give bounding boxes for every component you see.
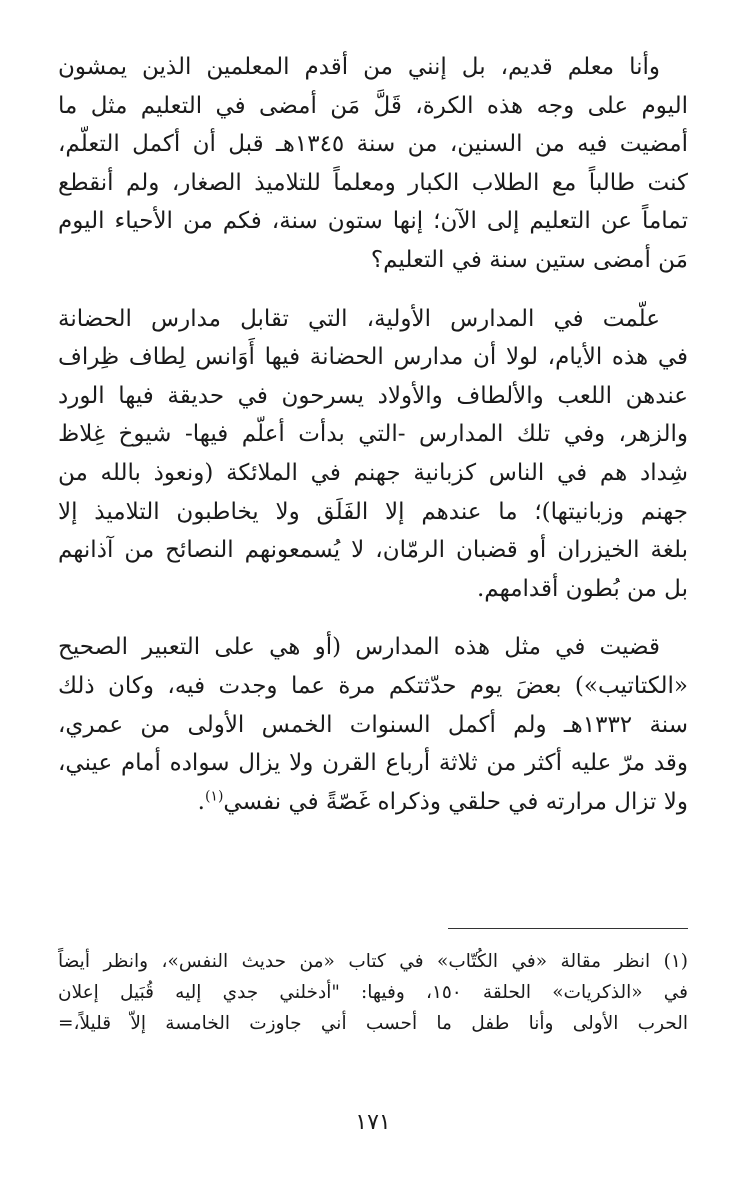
text-line: اليوم على وجه هذه الكرة، قَلَّ مَن أمضى في التعليم مثل ما [58,92,688,119]
text-line: تماماً عن التعليم إلى الآن؛ إنها ستون سنة، فكم من الأحياء اليوم [58,208,688,235]
text-line: جهنم وزبانيتها)؛ ما عندهم إلا الفَلَق ولا يخاطبون التلاميذ إلا [58,498,688,525]
book-page [58,48,688,1168]
text-line: والزهر، وفي تلك المدارس -التي بدأت أعلّم فيها- شيوخ غِلاظ [58,421,688,448]
paragraph-3 [58,628,688,821]
text-line-with-footnote [58,783,688,822]
footnote-separator [448,928,688,929]
text-line: «الكتاتيب») بعضَ يوم حدّثتكم مرة عما وجدت فيه، وكان ذلك [58,672,688,699]
footnote-block [58,946,688,1039]
text-line: في هذه الأيام، لولا أن مدارس الحضانة فيها أَوَانس لِطاف ظِراف [58,344,688,371]
footnote-reference[interactable]: (١) [204,788,224,805]
text-line: سنة ١٣٣٢هـ ولم أكمل السنوات الخمس الأولى من عمري، [58,711,688,738]
text-line: عندهن اللعب والألطاف والأولاد يسرحون في حديقة فيها الورد [58,382,688,409]
text-line: مَن أمضى ستين سنة في التعليم؟ [370,246,688,273]
text-line: علّمت في المدارس الأولية، التي تقابل مدارس الحضانة [58,305,660,332]
footnote-line: (١) انظر مقالة «في الكُتّاب» في كتاب «من حديث النفس»، وانظر أيضاً [58,951,688,972]
text-line: ولا تزال مرارته في حلقي وذكراه غَصّةً في نفسي [223,788,688,815]
paragraph-1 [58,48,688,280]
text-line: وقد مرّ عليه أكثر من ثلاثة أرباع القرن ولا يزال سواده أمام عيني، [58,750,688,777]
page-number: ١٧١ [355,1110,391,1135]
paragraph-2 [58,300,688,609]
text-line: وأنا معلم قديم، بل إنني من أقدم المعلمين الذين يمشون [58,54,660,80]
text-line: شِداد هم في الناس كزبانية جهنم في الملائكة (ونعوذ بالله من [58,459,688,486]
text-line: أمضيت فيه من السنين، من سنة ١٣٤٥هـ قبل أن أكمل التعلّم، [58,131,688,158]
text-line: بل من بُطون أقدامهم. [476,575,688,602]
text-line: بلغة الخيزران أو قضبان الرمّان، لا يُسمعونهم النصائح من آذانهم [58,537,688,564]
footnote-line: الحرب الأولى وأنا طفل ما أحسب أني جاوزت الخامسة إلاّ قليلاً،= [58,1013,688,1034]
text-line: كنت طالباً مع الطلاب الكبار ومعلماً للتلاميذ الصغار، ولم أنقطع [58,169,688,196]
sentence-end: . [197,788,205,815]
footnote-line: في «الذكريات» الحلقة ١٥٠، وفيها: "أدخلني جدي إليه قُبَيل إعلان [58,982,688,1003]
text-line: قضيت في مثل هذه المدارس (أو هي على التعبير الصحيح [58,634,660,661]
